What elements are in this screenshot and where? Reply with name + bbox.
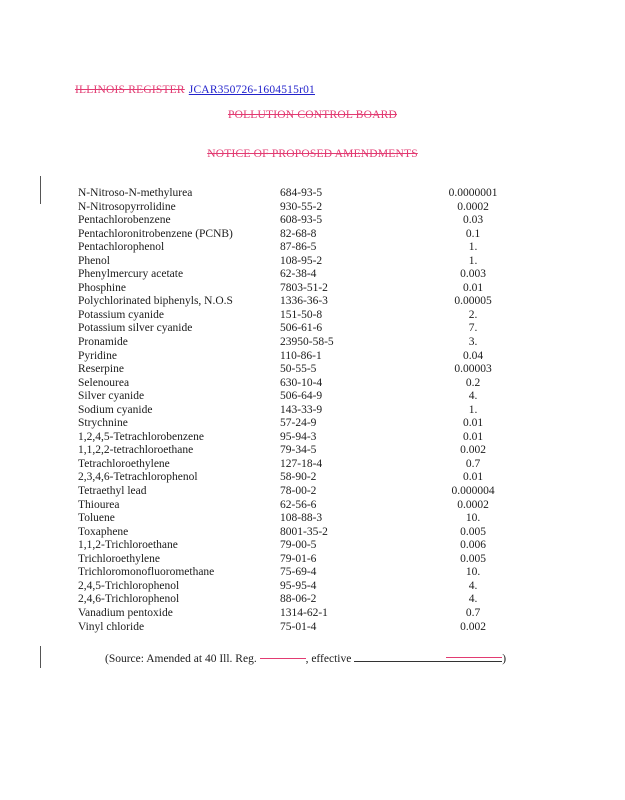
chemical-name: Potassium silver cyanide: [78, 322, 193, 335]
cas-number: 78-00-2: [280, 485, 317, 498]
cas-number: 62-56-6: [280, 498, 317, 511]
limit-value: 1.: [468, 254, 478, 267]
pollution-control-board-title: POLLUTION CONTROL BOARD: [227, 109, 397, 121]
board-heading-row: [0, 109, 625, 121]
chemical-name: Trichloromonofluoromethane: [78, 566, 215, 579]
cas-number: 127-18-4: [280, 457, 323, 470]
cas-number: 7803-51-2: [280, 281, 328, 294]
cas-number: 108-95-2: [280, 254, 323, 267]
limit-value: 0.0002: [457, 498, 489, 511]
chemical-name: Trichloroethylene: [78, 552, 160, 565]
cas-number: 506-64-9: [280, 390, 323, 403]
jcar-code-link[interactable]: JCAR350726-1604515r01: [188, 84, 315, 96]
chemical-name: 1,1,2-Trichloroethane: [78, 539, 178, 552]
chemical-name: Thiourea: [78, 498, 120, 511]
limit-value: 0.0002: [457, 200, 489, 213]
cas-number: 110-86-1: [280, 349, 322, 362]
cas-number: 50-55-5: [280, 363, 317, 376]
illinois-register-label: ILLINOIS REGISTER: [75, 84, 185, 96]
limit-value: 4.: [468, 579, 478, 592]
chemical-name: Phosphine: [78, 281, 126, 294]
limit-value: 4.: [468, 390, 478, 403]
limit-value: 0.01: [462, 281, 484, 294]
cas-number: 57-24-9: [280, 417, 317, 430]
cas-number: 75-01-4: [280, 620, 317, 633]
cas-number: 58-90-2: [280, 471, 317, 484]
cas-number: 79-34-5: [280, 444, 317, 457]
cas-number: 79-00-5: [280, 539, 317, 552]
chemical-name: Reserpine: [78, 363, 124, 376]
notice-of-proposed-amendments-title: NOTICE OF PROPOSED AMENDMENTS: [207, 148, 418, 160]
table-row: [78, 499, 548, 513]
cas-number: 143-33-9: [280, 403, 323, 416]
struck-date-blank: [446, 651, 502, 662]
chemical-name: 1,2,4,5-Tetrachlorobenzene: [78, 430, 204, 443]
notice-heading-row: [0, 148, 625, 160]
chemical-name: Pronamide: [78, 336, 128, 349]
effective-label-text: , effective: [305, 653, 352, 665]
cas-number: 1314-62-1: [280, 606, 328, 619]
table-row: [78, 404, 548, 418]
limit-value: 3.: [468, 336, 478, 349]
table-row: [78, 553, 548, 567]
table-row: [78, 512, 548, 526]
limit-value: 7.: [468, 322, 478, 335]
chemical-name: Sodium cyanide: [78, 403, 153, 416]
table-row: [78, 214, 548, 228]
chemical-name: Silver cyanide: [78, 390, 145, 403]
cas-number: 95-95-4: [280, 579, 317, 592]
cas-number: 23950-58-5: [280, 336, 334, 349]
table-row: [78, 431, 548, 445]
table-row: [78, 309, 548, 323]
chemical-name: Strychnine: [78, 417, 128, 430]
chemical-name: Tetraethyl lead: [78, 485, 147, 498]
chemical-name: Potassium cyanide: [78, 308, 164, 321]
table-row: [78, 268, 548, 282]
limit-value: 0.003: [460, 268, 486, 281]
table-row: [78, 580, 548, 594]
chemical-name: Vanadium pentoxide: [78, 606, 173, 619]
table-row: [78, 187, 548, 201]
limit-value: 0.000004: [451, 485, 495, 498]
cas-number: 79-01-6: [280, 552, 317, 565]
source-prefix-text: (Source: Amended at 40 Ill. Reg.: [105, 653, 257, 665]
limit-value: 2.: [468, 308, 478, 321]
chemical-name: Tetrachloroethylene: [78, 457, 170, 470]
chemical-name: Vinyl chloride: [78, 620, 145, 633]
table-row: [78, 350, 548, 364]
table-row: [78, 526, 548, 540]
chemical-name: 2,3,4,6-Tetrachlorophenol: [78, 471, 198, 484]
limit-value: 0.00005: [454, 295, 492, 308]
chemical-name: 2,4,6-Trichlorophenol: [78, 593, 180, 606]
limit-value: 1.: [468, 403, 478, 416]
table-row: [78, 363, 548, 377]
table-row: [78, 377, 548, 391]
cas-number: 506-61-6: [280, 322, 323, 335]
cas-number: 82-68-8: [280, 227, 317, 240]
limit-value: 0.00003: [454, 363, 492, 376]
table-row: [78, 458, 548, 472]
cas-number: 151-50-8: [280, 308, 323, 321]
chemical-name: Phenylmercury acetate: [78, 268, 184, 281]
chemical-name: N-Nitrosopyrrolidine: [78, 200, 176, 213]
limit-value: 0.002: [460, 444, 486, 457]
margin-change-bar-bottom: [40, 646, 41, 668]
cas-number: 930-55-2: [280, 200, 323, 213]
limit-value: 0.01: [462, 430, 484, 443]
limit-value: 0.01: [462, 417, 484, 430]
table-row: [78, 593, 548, 607]
cas-number: 608-93-5: [280, 214, 323, 227]
limit-value: 10.: [465, 566, 481, 579]
chemical-name: Pyridine: [78, 349, 117, 362]
table-row: [78, 485, 548, 499]
table-row: [78, 471, 548, 485]
table-row: [78, 336, 548, 350]
limit-value: 0.2: [465, 376, 481, 389]
cas-number: 88-06-2: [280, 593, 317, 606]
cas-number: 1336-36-3: [280, 295, 328, 308]
limit-value: 4.: [468, 593, 478, 606]
limit-value: 0.005: [460, 525, 486, 538]
cas-number: 87-86-5: [280, 241, 317, 254]
limit-value: 0.03: [462, 214, 484, 227]
table-row: [78, 255, 548, 269]
table-row: [78, 417, 548, 431]
limit-value: 0.7: [465, 457, 481, 470]
chemical-name: N-Nitroso-N-methylurea: [78, 187, 193, 199]
chemical-name: Pentachloronitrobenzene (PCNB): [78, 227, 233, 240]
cas-number: 8001-35-2: [280, 525, 328, 538]
table-row: [78, 295, 548, 309]
limit-value: 0.04: [462, 349, 484, 362]
document-header: [75, 84, 315, 96]
table-row: [78, 241, 548, 255]
chemical-name: Pentachlorobenzene: [78, 214, 171, 227]
limit-value: 0.002: [460, 620, 486, 633]
cas-number: 75-69-4: [280, 566, 317, 579]
chemical-name: Phenol: [78, 254, 110, 267]
effective-date-blank: [354, 651, 446, 662]
margin-change-bar-top: [40, 176, 41, 204]
cas-number: 62-38-4: [280, 268, 317, 281]
chemical-name: 1,1,2,2-tetrachloroethane: [78, 444, 194, 457]
source-line: [105, 651, 506, 665]
table-row: [78, 539, 548, 553]
chemical-table-body: [78, 187, 548, 634]
limit-value: 0.01: [462, 471, 484, 484]
limit-value: 0.0000001: [448, 187, 498, 199]
cas-number: 630-10-4: [280, 376, 323, 389]
table-row: [78, 390, 548, 404]
closing-paren-text: ): [502, 653, 507, 665]
table-row: [78, 201, 548, 215]
chemical-name: Pentachlorophenol: [78, 241, 165, 254]
chemical-name: Toxaphene: [78, 525, 129, 538]
chemical-name: Selenourea: [78, 376, 130, 389]
table-row: [78, 322, 548, 336]
limit-value: 1.: [468, 241, 478, 254]
table-row: [78, 444, 548, 458]
limit-value: 0.005: [460, 552, 486, 565]
limit-value: 0.006: [460, 539, 486, 552]
limit-value: 10.: [465, 512, 481, 525]
cas-number: 95-94-3: [280, 430, 317, 443]
table-row: [78, 228, 548, 242]
cas-number: 108-88-3: [280, 512, 323, 525]
chemical-name: 2,4,5-Trichlorophenol: [78, 579, 180, 592]
table-row: [78, 566, 548, 580]
cas-number: 684-93-5: [280, 187, 323, 199]
limit-value: 0.1: [465, 227, 481, 240]
chemical-name: Polychlorinated biphenyls, N.O.S: [78, 295, 233, 308]
table-row: [78, 621, 548, 635]
table-row: [78, 607, 548, 621]
table-row: [78, 282, 548, 296]
register-number-blank: [260, 652, 306, 662]
limit-value: 0.7: [465, 606, 481, 619]
chemical-name: Toluene: [78, 512, 115, 525]
